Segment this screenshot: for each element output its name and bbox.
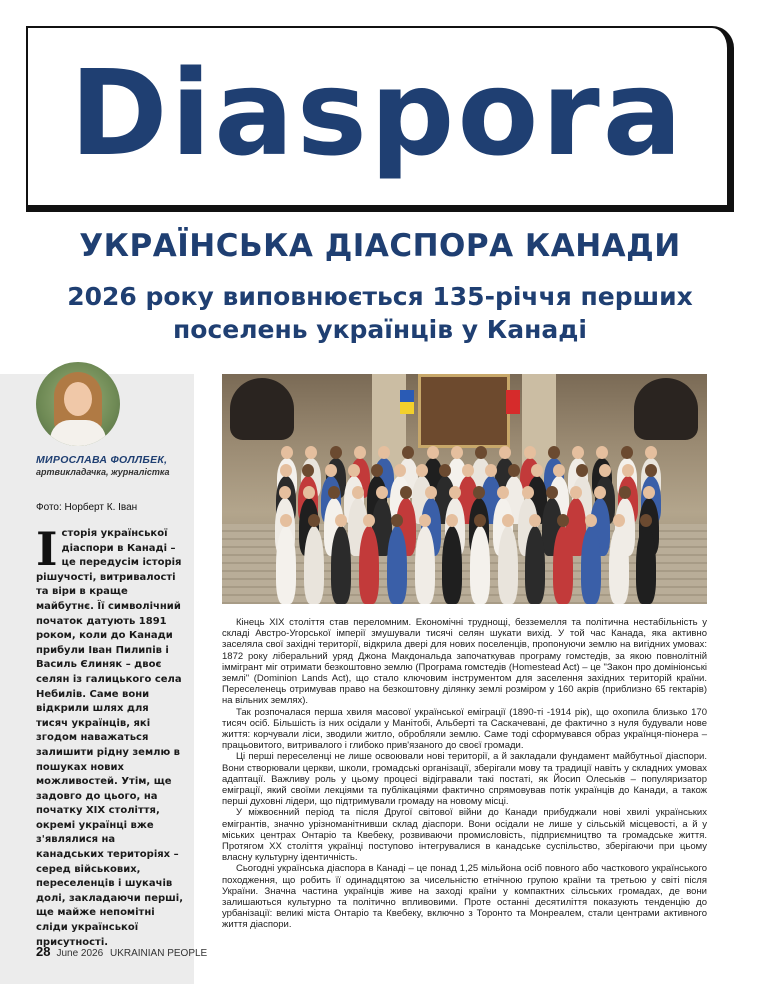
crowd-person-head: [599, 464, 611, 477]
body-paragraph: Кінець XIX століття став переломним. Економічні труднощі, безземелля та політична нестабільність у складі Австро-Угорської імперії змушували тисячі селян шукати вихід. У той час Канада, яка активно заселяла свої західні території, відкрила двері для нових поселенців, пропонуючи землю на вигідних умовах: 1872 року ліберальний уряд Джона Макдональда започаткував програму гомстедів, за якою повнолітній іммігрант міг отримати безкоштовно землю (Програма гомстедів (Homestead Act) – це "Закон про домініонські землі" (Dominion Lands Act), що стало ключовим інструментом для заселення західних територій країни. Переселенець отримував право на безкоштовну ділянку землі розміром у 160 акрів (приблизно 65 гектарів) на вільних землях).: [222, 617, 707, 707]
crowd-person-head: [462, 464, 474, 477]
crowd-person: [470, 526, 490, 604]
crowd-person-head: [522, 486, 534, 499]
article-body: [222, 617, 707, 931]
crowd-person-head: [378, 446, 390, 459]
crowd-person-head: [485, 464, 497, 477]
crowd-person-head: [427, 446, 439, 459]
crowd-person-head: [419, 514, 431, 527]
crowd-person-head: [280, 464, 292, 477]
crowd-person-head: [613, 514, 625, 527]
crowd-person-head: [279, 486, 291, 499]
crowd-person-head: [508, 464, 520, 477]
article-lead: [36, 522, 184, 950]
body-paragraph: Так розпочалася перша хвиля масової української еміграції (1890-ті -1914 рік), що охопила близько 170 тисяч осіб. Більшість із них осідали у Манітобі, Альберті та Саскачевані, де фактично з нуля будували нове життя: корчували ліси, зводили житло, обробляли землю. Саме тоді сформувався образ українця-піонера – працьовитого, витривалого і глибоко прив'язаного до своєї громади.: [222, 706, 707, 752]
crowd-person-head: [546, 486, 558, 499]
crowd-person: [609, 526, 629, 604]
crowd-person-head: [330, 446, 342, 459]
crowd-person-head: [572, 446, 584, 459]
body-paragraph: У міжвоєнний період та після Другої світової війни до Канади прибуджали нові хвилі українських емігрантів, значно урізноманітнивши склад діаспори. Вони осідали не лише у сільській місцевості, а й у міських центрах Онтаріо та Квебеку, розвиваючи промисловість, підприємництво та громадське життя. Протягом XX століття українці поступово інтегрувалися в канадське суспільство, зберігаючи при цьому власну культурну ідентичність.: [222, 807, 707, 864]
crowd-person-head: [328, 486, 340, 499]
issue-date: June 2026: [56, 948, 104, 959]
crowd-person-head: [451, 446, 463, 459]
crowd-person-head: [305, 446, 317, 459]
crowd-person-head: [394, 464, 406, 477]
crowd-person-head: [621, 446, 633, 459]
crowd-person-head: [335, 514, 347, 527]
masthead-frame: [26, 26, 734, 212]
crowd-person-head: [645, 464, 657, 477]
group-photo: [222, 374, 707, 604]
crowd-person: [387, 526, 407, 604]
article-subhead: 2026 року виповнюється 135-річчя перших поселень українців у Канаді: [67, 282, 693, 344]
crowd-person-head: [502, 514, 514, 527]
crowd-person-head: [391, 514, 403, 527]
page-number: 28: [36, 944, 51, 959]
crowd-person-head: [474, 514, 486, 527]
lead-text: сторія української діаспори в Канаді – це передусім історія рішучості, витривалості та віри в краще майбутнє. Її символічний початок датують 1891 роком, коли до Канади прибули Іван Пилипів і Василь Єлиняк – двоє селян із галицького села Небилів. Саме вони відкрили шлях для тисяч українців, які згодом наважаться залишити рідну землю в пошуках нових можливостей. Утім, ще задовго до цього, на початку XIX століття, окремі українці вже з'являлися на канадських територіях – серед військових, переселенців і шукачів долі, закладаючи перші, ще майже непомітні сліди української присутності.: [36, 528, 183, 948]
crowd-person: [636, 526, 656, 604]
crowd-person: [415, 526, 435, 604]
crowd-person-head: [643, 486, 655, 499]
crowd-person-head: [352, 486, 364, 499]
ukraine-flag-icon: [400, 390, 414, 414]
crowd-person-head: [425, 486, 437, 499]
crowd-person-head: [570, 486, 582, 499]
crowd-person-head: [531, 464, 543, 477]
body-paragraph: Ці перші переселенці не лише освоювали нові території, а й закладали фундамент майбутньої діаспори. Вони створювали церкви, школи, громадські організації, зберігали мову та традиції навіть у складних умовах адаптації. Важливу роль у цьому процесі відігравали такі постаті, як Йосип Олеськів – популяризатор еміграції, який своїми лекціями та публікаціями фактично спрямовував потік українців до Канади, а також перші духовні лідери, що підтримували громаду на новому місці.: [222, 751, 707, 808]
crowd-person-head: [596, 446, 608, 459]
crowd-person-head: [371, 464, 383, 477]
canada-flag-icon: [506, 390, 520, 414]
crowd-person: [304, 526, 324, 604]
crowd-person-head: [585, 514, 597, 527]
crowd-person: [442, 526, 462, 604]
crowd-person-head: [548, 446, 560, 459]
author-role: артвикладачка, журналістка: [36, 467, 170, 477]
page-footer: [36, 944, 207, 959]
magazine-title: Diaspora: [69, 44, 686, 182]
crowd-person-head: [449, 486, 461, 499]
crowd-person-head: [622, 464, 634, 477]
crowd-person: [276, 526, 296, 604]
crowd-person-head: [348, 464, 360, 477]
crowd-person-head: [619, 486, 631, 499]
crowd-person: [498, 526, 518, 604]
author-avatar: [36, 362, 120, 446]
crowd-person-head: [499, 446, 511, 459]
crowd-person: [581, 526, 601, 604]
photo-credit: Фото: Норберт К. Іван: [36, 502, 138, 513]
crowd-person-head: [281, 446, 293, 459]
author-sidebar: [0, 374, 194, 984]
crowd-person: [553, 526, 573, 604]
magazine-name: UKRAINIAN PEOPLE: [109, 948, 208, 959]
crowd-person-head: [376, 486, 388, 499]
crowd-person-head: [354, 446, 366, 459]
crowd-person-head: [475, 446, 487, 459]
crowd-person-head: [308, 514, 320, 527]
drop-cap: І: [36, 522, 58, 576]
author-name: МИРОСЛАВА ФОЛЛБЕК,: [36, 454, 168, 466]
crowd-person-head: [645, 446, 657, 459]
crowd-person-head: [529, 514, 541, 527]
crowd: [268, 434, 668, 604]
crowd-person-head: [524, 446, 536, 459]
crowd-person-head: [473, 486, 485, 499]
crowd-person-head: [402, 446, 414, 459]
body-paragraph: Сьогодні українська діаспора в Канаді – це понад 1,25 мільйона осіб повного або часткового українського походження, що робить її одинадцятою за чисельністю етнічною групою країни та третьою у світі після України. Значна частина українців живе на заході країни у компактних сільських громадах, де вони залишаються культурно та політично впливовими. Проте останні десятиліття показують тенденцію до урбанізації: великі міста Онтаріо та Квебеку, включно з Торонто та Монреалем, стали центрами активного життя діаспори.: [222, 863, 707, 931]
crowd-person-head: [280, 514, 292, 527]
crowd-person: [359, 526, 379, 604]
article-headline: УКРАЇНСЬКА ДІАСПОРА КАНАДИ: [79, 228, 681, 264]
